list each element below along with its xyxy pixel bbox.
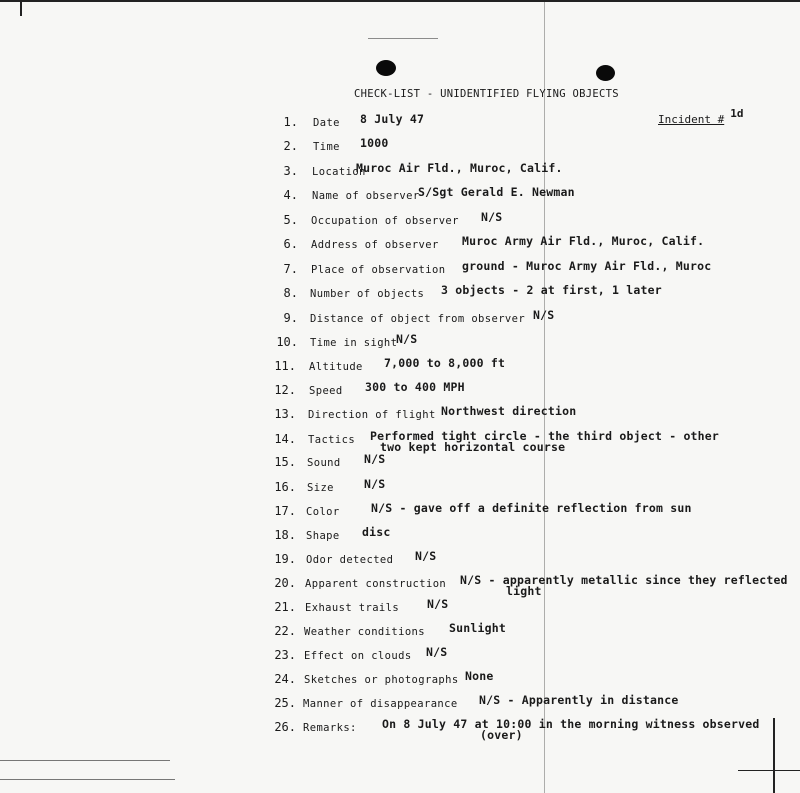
item-label: Altitude <box>309 361 363 373</box>
item-number: 9. <box>283 311 298 325</box>
center-fold-line <box>544 0 545 793</box>
item-label: Size <box>307 482 334 494</box>
item-answer: N/S <box>415 549 437 563</box>
item-label: Exhaust trails <box>305 602 400 614</box>
item-number: 13. <box>274 407 296 421</box>
item-label: Name of observer <box>312 190 420 202</box>
item-number: 17. <box>274 504 296 518</box>
item-answer: disc <box>362 525 391 539</box>
item-number: 21. <box>274 600 296 614</box>
form-title: CHECK-LIST - UNIDENTIFIED FLYING OBJECTS <box>354 88 619 100</box>
item-label: Sound <box>307 457 341 469</box>
item-answer-continued: (over) <box>480 728 523 742</box>
item-label: Speed <box>309 385 343 397</box>
item-label: Occupation of observer <box>311 215 459 227</box>
item-number: 4. <box>283 188 298 202</box>
item-answer: N/S <box>396 332 418 346</box>
item-number: 1. <box>283 115 298 129</box>
item-answer: 300 to 400 MPH <box>365 380 465 394</box>
item-label: Time in sight <box>310 337 398 349</box>
item-answer: N/S - Apparently in distance <box>479 693 679 707</box>
item-answer: N/S <box>364 452 386 466</box>
incident-number <box>658 107 744 126</box>
item-answer: Performed tight circle - the third object - other <box>370 429 720 443</box>
item-number: 14. <box>274 432 296 446</box>
item-answer: Northwest direction <box>441 404 577 418</box>
item-label: Apparent construction <box>305 578 447 590</box>
item-answer: 3 objects - 2 at first, 1 later <box>441 283 662 297</box>
item-answer: N/S - gave off a definite reflection from sun <box>371 501 692 515</box>
item-number: 23. <box>274 648 296 662</box>
item-label: Place of observation <box>311 264 446 276</box>
item-label: Odor detected <box>306 554 394 566</box>
item-answer: N/S <box>427 597 449 611</box>
item-answer-continued: light <box>506 584 542 598</box>
top-left-mark <box>20 0 22 16</box>
item-answer: N/S - apparently metallic since they reflected <box>460 573 788 587</box>
incident-label: Incident # <box>658 113 725 126</box>
item-label: Manner of disappearance <box>303 698 458 710</box>
item-answer: Muroc Army Air Fld., Muroc, Calif. <box>462 234 705 248</box>
item-answer: None <box>465 669 494 683</box>
item-answer: N/S <box>533 308 555 322</box>
item-number: 3. <box>283 164 298 178</box>
right-fold-line <box>773 718 775 793</box>
item-answer-continued: two kept horizontal course <box>380 440 566 454</box>
item-answer: 1000 <box>360 136 389 150</box>
item-answer: Sunlight <box>449 621 506 635</box>
item-number: 5. <box>283 213 298 227</box>
item-answer: Muroc Air Fld., Muroc, Calif. <box>356 161 563 175</box>
item-number: 19. <box>274 552 296 566</box>
item-number: 6. <box>283 237 298 251</box>
item-label: Address of observer <box>311 239 439 251</box>
item-label: Time <box>313 141 340 153</box>
punch-hole-right <box>596 65 615 81</box>
item-number: 22. <box>274 624 296 638</box>
item-number: 16. <box>274 480 296 494</box>
item-label: Number of objects <box>310 288 425 300</box>
item-answer: N/S <box>426 645 448 659</box>
item-label: Distance of object from observer <box>310 313 526 325</box>
item-label: Tactics <box>308 434 356 446</box>
item-number: 18. <box>274 528 296 542</box>
item-label: Weather conditions <box>304 626 425 638</box>
item-number: 7. <box>283 262 298 276</box>
bottom-left-line <box>0 760 170 761</box>
item-label: Direction of flight <box>308 409 436 421</box>
item-label: Sketches or photographs <box>304 674 459 686</box>
item-label: Color <box>306 506 340 518</box>
item-answer: On 8 July 47 at 10:00 in the morning witness observed <box>382 717 760 731</box>
item-number: 8. <box>283 286 298 300</box>
item-label: Shape <box>306 530 340 542</box>
item-answer: 7,000 to 8,000 ft <box>384 356 506 370</box>
item-label: Date <box>313 117 340 129</box>
item-number: 25. <box>274 696 296 710</box>
item-number: 2. <box>283 139 298 153</box>
top-edge-line <box>0 0 800 2</box>
item-label: Remarks: <box>303 722 357 734</box>
top-dash <box>368 38 438 39</box>
item-answer: N/S <box>364 477 386 491</box>
incident-value: 1d <box>730 107 744 120</box>
item-number: 24. <box>274 672 296 686</box>
item-answer: N/S <box>481 210 503 224</box>
item-number: 26. <box>274 720 296 734</box>
item-label: Effect on clouds <box>304 650 412 662</box>
item-answer: ground - Muroc Army Air Fld., Muroc <box>462 259 712 273</box>
item-number: 12. <box>274 383 296 397</box>
item-label: Location <box>312 166 366 178</box>
item-number: 11. <box>274 359 296 373</box>
bottom-left-line-2 <box>0 779 175 780</box>
item-number: 10. <box>276 335 298 349</box>
punch-hole-left <box>376 60 396 76</box>
item-answer: 8 July 47 <box>360 112 425 126</box>
item-number: 15. <box>274 455 296 469</box>
item-number: 20. <box>274 576 296 590</box>
item-answer: S/Sgt Gerald E. Newman <box>418 185 575 199</box>
bottom-right-line <box>738 770 800 771</box>
